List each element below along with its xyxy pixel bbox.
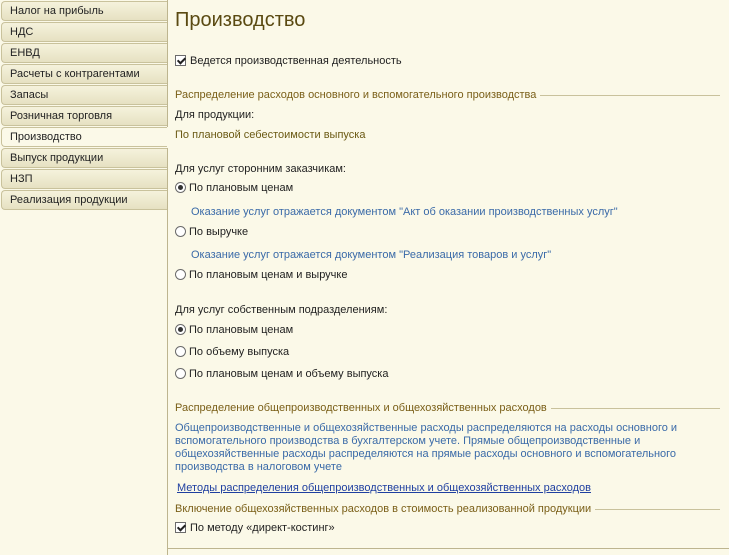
third-party-radio-revenue[interactable]: По выручке [175,226,248,238]
radio-unselected-icon[interactable] [175,226,186,237]
direct-costing-checkbox[interactable]: По методу «директ-костинг» [175,522,335,534]
section-direct-costing: Включение общехозяйственных расходов в стоимость реализованной продукции [175,503,720,515]
own-divisions-label: Для услуг собственным подразделениям: [175,304,388,316]
third-party-note-1: Оказание услуг отражается документом "Акт об оказании производственных услуг" [191,206,618,218]
third-party-label: Для услуг сторонним заказчикам: [175,163,346,175]
radio-selected-icon[interactable] [175,182,186,193]
own-divisions-radio-output-volume[interactable]: По объему выпуска [175,346,289,358]
third-party-radio-planned-prices[interactable]: По плановым ценам [175,182,293,194]
radio-selected-icon[interactable] [175,324,186,335]
active-tab-joint [167,127,168,148]
third-party-radio-planned-and-revenue[interactable]: По плановым ценам и выручке [175,269,347,281]
section-overhead-distribution: Распределение общепроизводственных и общехозяйственных расходов [175,402,720,414]
tab-vat[interactable]: НДС [1,22,167,42]
tab-product-sales[interactable]: Реализация продукции [1,190,167,210]
tab-income-tax[interactable]: Налог на прибыль [1,1,167,21]
checkbox-checked-icon[interactable] [175,55,186,66]
main-panel [175,0,723,548]
tab-production[interactable]: Производство [1,127,167,147]
sidebar [0,0,168,555]
page-title: Производство [175,9,306,31]
sidebar-divider [167,0,168,555]
own-divisions-radio-planned-and-volume[interactable]: По плановым ценам и объему выпуска [175,368,388,380]
production-activity-checkbox[interactable]: Ведется производственная деятельность [175,55,402,67]
tab-wip[interactable]: НЗП [1,169,167,189]
section-main-aux-production: Распределение расходов основного и вспомогательного производства [175,89,720,101]
third-party-note-2: Оказание услуг отражается документом "Реализация товаров и услуг" [191,249,552,261]
radio-unselected-icon[interactable] [175,346,186,357]
bottom-border [167,548,729,549]
overhead-methods-link[interactable]: Методы распределения общепроизводственных и общехозяйственных расходов [177,482,591,494]
for-products-value: По плановой себестоимости выпуска [175,129,366,141]
radio-unselected-icon[interactable] [175,368,186,379]
for-products-label: Для продукции: [175,109,255,121]
own-divisions-radio-planned-prices[interactable]: По плановым ценам [175,324,293,336]
checkbox-checked-icon[interactable] [175,522,186,533]
tab-retail[interactable]: Розничная торговля [1,106,167,126]
radio-unselected-icon[interactable] [175,269,186,280]
tab-envd[interactable]: ЕНВД [1,43,167,63]
overhead-description: Общепроизводственные и общехозяйственные расходы распределяются на расходы основного и вспомогательного производства в бухгалтерском учете. Прямые общепроизводственные и общехозяйственные расходы распределяются на прямые расходы основного и вспомогательного производства в налоговом учете [175,422,678,473]
tab-inventory[interactable]: Запасы [1,85,167,105]
tab-product-output[interactable]: Выпуск продукции [1,148,167,168]
tab-counterparty-settlements[interactable]: Расчеты с контрагентами [1,64,167,84]
